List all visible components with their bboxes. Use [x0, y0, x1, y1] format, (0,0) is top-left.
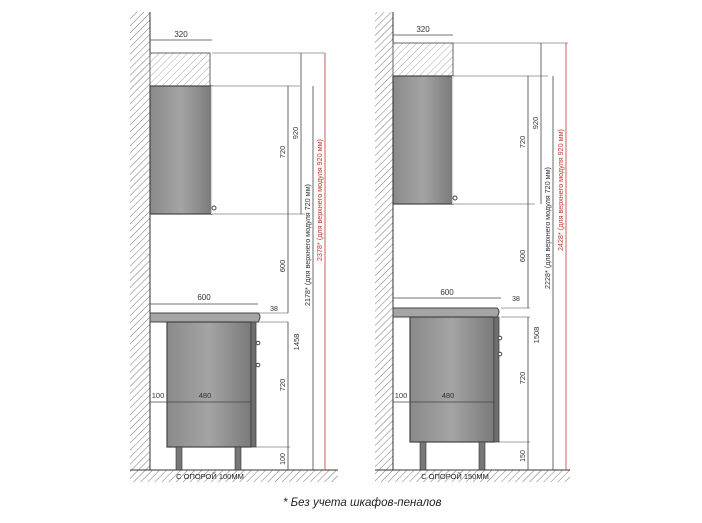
left-base-knob — [256, 341, 260, 345]
right-upper-extra: 920 — [531, 116, 540, 130]
left-countertop — [150, 313, 260, 322]
right-gap: 600 — [518, 249, 527, 263]
left-wall — [130, 12, 150, 470]
right-base-knob — [498, 336, 502, 340]
right-upper-extra-block — [393, 43, 453, 76]
right-upper-height: 720 — [518, 135, 527, 149]
right-total-920: 2428* (для верхнего модуля 920 мм) — [556, 129, 565, 251]
left-counter-thickness: 38 — [270, 306, 278, 313]
right-leg — [420, 442, 426, 470]
footnote: * Без учета шкафов-пеналов — [283, 497, 442, 509]
right-plinth: 150 — [520, 450, 527, 462]
left-base-cabinet — [167, 322, 251, 447]
left-base-total: 1458 — [292, 333, 301, 351]
right-diagram — [375, 12, 570, 482]
left-leg — [176, 447, 182, 470]
left-upper-depth: 320 — [174, 30, 188, 39]
left-upper-height: 720 — [278, 145, 287, 159]
left-wall-offset: 100 — [151, 391, 165, 400]
left-upper-extra: 920 — [291, 126, 300, 140]
left-upper-knob — [212, 206, 216, 210]
right-total-720: 2228* (для верхнего модуля 720 мм) — [543, 167, 552, 289]
right-base-depth: 480 — [441, 391, 455, 400]
right-base-total: 1508 — [532, 326, 541, 344]
right-countertop — [393, 308, 499, 317]
right-upper-knob — [453, 196, 457, 200]
left-upper-cabinet — [150, 86, 212, 214]
left-base-body: 720 — [278, 378, 287, 392]
left-floor-label: С ОПОРОЙ 100ММ — [176, 472, 244, 481]
left-total-920: 2378* (для верхнего модуля 920 мм) — [315, 139, 324, 261]
right-floor-label: С ОПОРОЙ 150ММ — [421, 472, 489, 481]
left-upper-extra-block — [150, 53, 210, 86]
left-total-720: 2178* (для верхнего модуля 720 мм) — [303, 184, 312, 306]
right-base-cabinet — [410, 317, 494, 442]
left-gap: 600 — [278, 259, 287, 273]
right-counter-thickness: 38 — [512, 296, 520, 303]
right-wall-offset: 100 — [394, 391, 408, 400]
left-plinth: 100 — [280, 453, 287, 465]
right-upper-depth: 320 — [416, 25, 430, 34]
right-upper-cabinet — [393, 76, 453, 204]
left-base-depth: 480 — [198, 391, 212, 400]
right-base-body: 720 — [518, 371, 527, 385]
left-diagram — [130, 12, 338, 482]
right-wall — [375, 12, 393, 470]
left-counter-depth: 600 — [197, 293, 211, 302]
right-counter-depth: 600 — [440, 288, 454, 297]
